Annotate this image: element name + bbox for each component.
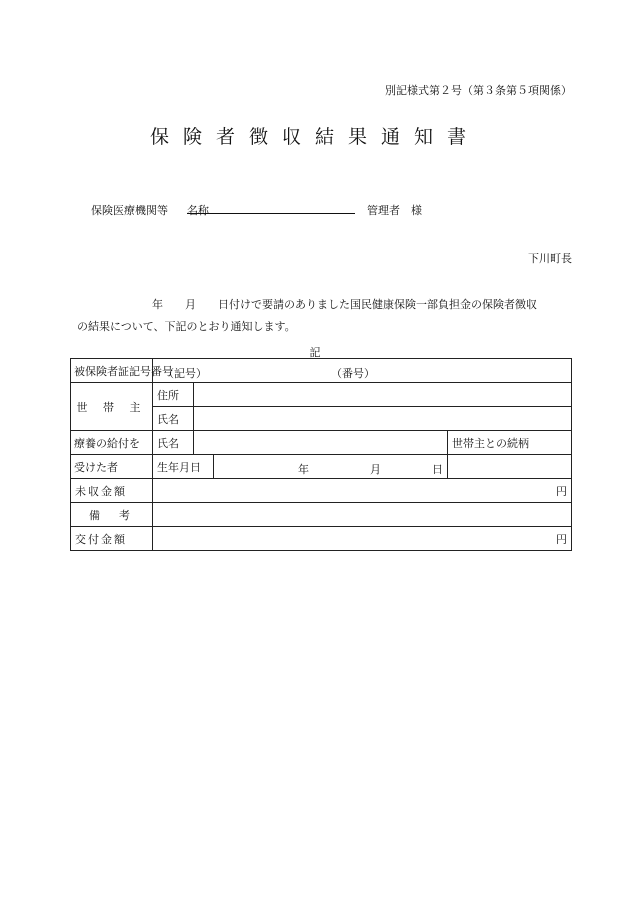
dob-year: 年 — [298, 463, 309, 476]
householder-name-label: 氏名 — [153, 407, 194, 431]
table-row-card — [71, 359, 572, 383]
document-title: 保険者徴収結果通知書 — [149, 126, 480, 148]
table-row-unpaid — [71, 479, 572, 503]
result-table — [70, 358, 572, 551]
recipient-name-value — [194, 431, 448, 455]
dob-value — [214, 455, 448, 479]
body-line-1 — [152, 296, 537, 312]
name-underline — [187, 213, 355, 214]
delivered-label: 交付金額 — [71, 527, 153, 551]
table-row-remarks — [71, 503, 572, 527]
address-label: 住所 — [153, 383, 194, 407]
dob-month: 月 — [370, 463, 381, 476]
householder-name-value — [194, 407, 572, 431]
body-line-2: の結果について、下記のとおり通知します。 — [77, 320, 296, 333]
remarks-value — [153, 503, 572, 527]
recipient-name-label: 氏名 — [153, 431, 194, 455]
sender-mayor: 下川町長 — [528, 252, 572, 265]
dob-label: 生年月日 — [153, 455, 214, 479]
table-row-delivered — [71, 527, 572, 551]
table-row-recipient-name — [71, 431, 572, 455]
unpaid-yen: 円 — [153, 479, 572, 503]
body-month: 月 — [185, 298, 196, 311]
relation-label: 世帯主との続柄 — [448, 431, 572, 455]
table-row-householder-address — [71, 383, 572, 407]
delivered-yen: 円 — [153, 527, 572, 551]
body-year: 年 — [152, 298, 163, 311]
relation-value — [448, 455, 572, 479]
card-label: 被保険者証記号番号 — [71, 359, 153, 383]
recipient-label-2: 受けた者 — [71, 455, 153, 479]
dob-day: 日 — [432, 463, 443, 476]
manager-label: 管理者 様 — [367, 204, 422, 217]
address-value — [194, 383, 572, 407]
ki-heading: 記 — [309, 346, 321, 359]
table-row-recipient-dob — [71, 455, 572, 479]
body-line-1-text: 日付けで要請のありました国民健康保険一部負担金の保険者徴収 — [218, 298, 537, 311]
institution-label: 保険医療機関等 — [91, 204, 168, 217]
unpaid-label: 未収金額 — [71, 479, 153, 503]
name-label: 名称 — [187, 204, 209, 217]
kigou-label: （記号） — [163, 367, 207, 380]
remarks-label: 備 考 — [71, 503, 153, 527]
bangou-label: （番号） — [331, 367, 375, 380]
householder-label: 世 帯 主 — [71, 383, 153, 431]
recipient-label-1: 療養の給付を — [71, 431, 153, 455]
card-number-cell — [153, 359, 572, 383]
form-number: 別記様式第２号（第３条第５項関係） — [385, 84, 572, 97]
